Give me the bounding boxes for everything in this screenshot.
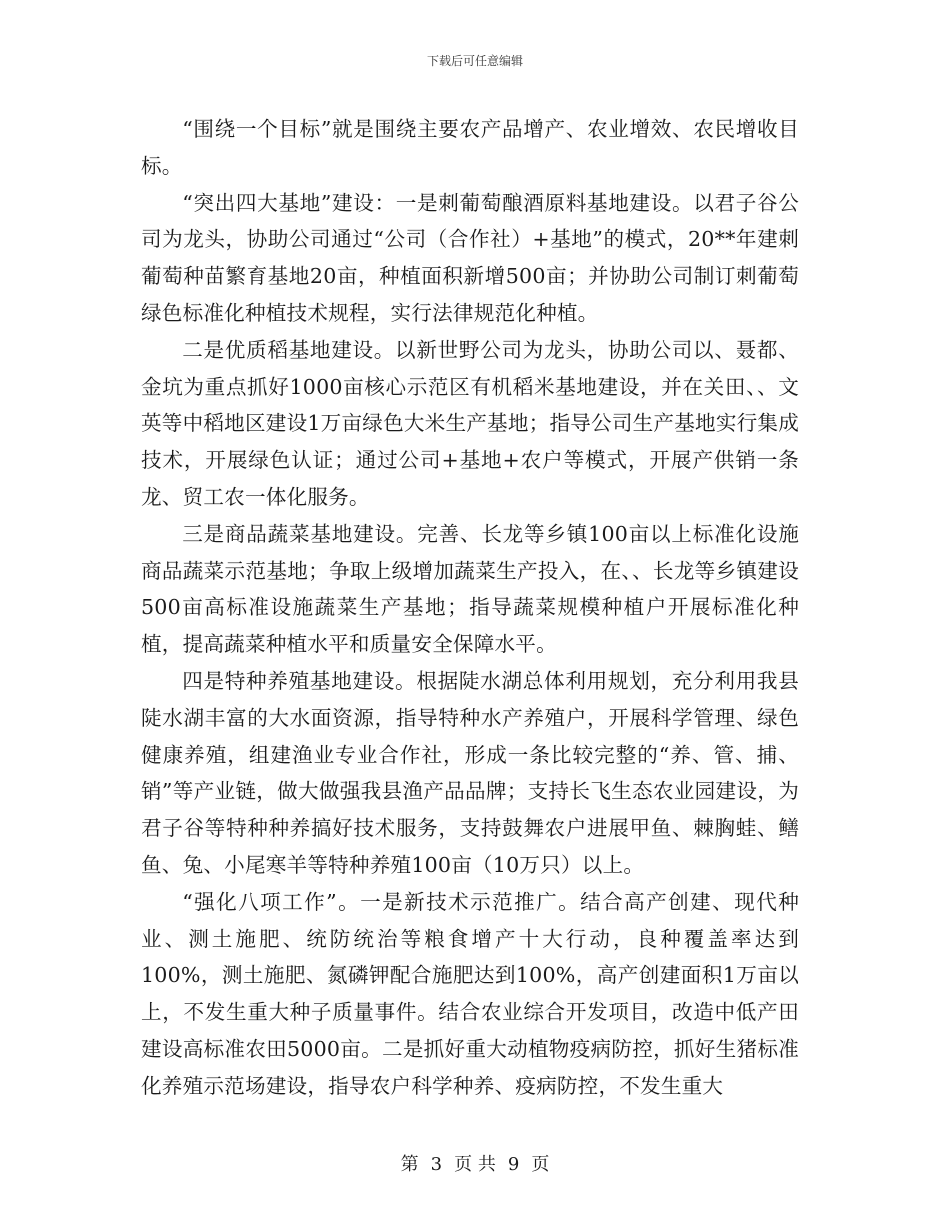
current-page-number: 3 <box>430 1154 443 1175</box>
total-page-number: 9 <box>507 1154 520 1175</box>
page-footer <box>0 1150 950 1176</box>
footer-middle: 页 共 <box>454 1154 496 1175</box>
paragraph: 四是特种养殖基地建设。根据陡水湖总体利用规划，充分利用我县陡水湖丰富的大水面资源，指导特种水产养殖户，开展科学管理、绿色健康养殖，组建渔业专业合作社，形成一条比较完整的“养、管、捕、销”等产业链，做大做强我县渔产品品牌；支持长飞生态农业园建设，为君子谷等特种种养搞好技术服务，支持鼓舞农户进展甲鱼、棘胸蛙、鳝鱼、兔、小尾寒羊等特种养殖100亩（10万只）以上。 <box>141 668 799 877</box>
footer-suffix: 页 <box>531 1154 550 1175</box>
footer-prefix: 第 <box>400 1154 419 1175</box>
paragraph: “突出四大基地”建设：一是刺葡萄酿酒原料基地建设。以君子谷公司为龙头，协助公司通过“公司（合作社）+基地”的模式，20**年建刺葡萄种苗繁育基地20亩，种植面积新增500亩；并协助公司制订刺葡萄绿色标准化种植技术规程，实行法律规范化种植。 <box>141 190 799 325</box>
document-body <box>141 111 799 1105</box>
paragraph: “围绕一个目标”就是围绕主要农产品增产、农业增效、农民增收目标。 <box>141 117 799 178</box>
page-header: 下载后可任意编辑 <box>426 54 523 68</box>
paragraph: 三是商品蔬菜基地建设。完善、长龙等乡镇100亩以上标准化设施商品蔬菜示范基地；争取上级增加蔬菜生产投入，在、、长龙等乡镇建设500亩高标准设施蔬菜生产基地；指导蔬菜规模种植户开展标准化种植，提高蔬菜种植水平和质量安全保障水平。 <box>141 521 799 657</box>
paragraph: 二是优质稻基地建设。以新世野公司为龙头，协助公司以、聂都、金坑为重点抓好1000亩核心示范区有机稻米基地建设，并在关田、、文英等中稻地区建设1万亩绿色大米生产基地；指导公司生产基地实行集成技术，开展绿色认证；通过公司+基地+农户等模式，开展产供销一条龙、贸工农一体化服务。 <box>141 337 799 509</box>
paragraph: “强化八项工作”。一是新技术示范推广。结合高产创建、现代种业、测土施肥、统防统治等粮食增产十大行动，良种覆盖率达到100%，测土施肥、氮磷钾配合施肥达到100%，高产创建面积1万亩以上，不发生重大种子质量事件。结合农业综合开发项目，改造中低产田建设高标准农田5000亩。二是抓好重大动植物疫病防控，抓好生猪标准化养殖示范场建设，指导农户科学种养、疫病防控，不发生重大 <box>141 889 799 1098</box>
